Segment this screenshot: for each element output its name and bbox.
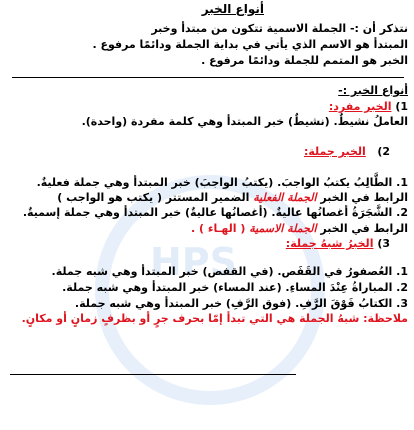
intro-line-1: نتذكر أن :- الجملة الاسمية تتكون من مبتدأ وخبر	[151, 22, 408, 35]
sentence-link-1	[57, 191, 408, 205]
sentence-heading	[304, 145, 390, 159]
watermark-logo-text: HPS	[150, 240, 238, 284]
sentence-num: 2)	[377, 145, 390, 158]
sentence-link-1-b: الجملة الفعلية	[253, 191, 317, 204]
sentence-link-2	[191, 222, 408, 236]
sentence-link-1-a: الرابط في الخبر	[316, 191, 408, 204]
intro-line-3: الخبر هو المتمم للجملة ودائمًا مرفوع .	[201, 54, 408, 67]
page-title: أنواع الخبر	[201, 2, 264, 16]
single-num: 1)	[395, 100, 408, 113]
bottom-rule	[10, 374, 296, 375]
phrase-example-1: 1. العُصفورُ في القَفَص. (في القفص) خبر المبتدأ وهي شبه جملة.	[51, 265, 408, 278]
phrase-example-3: 3. الكتابُ فَوْقَ الرَّفِ. (فوق الرَّفِ) خبر المبتدأ وهي شبه جملة.	[74, 297, 408, 310]
phrase-heading	[286, 237, 390, 251]
sentence-link-2-c: ( الهـاء ) .	[191, 222, 250, 235]
sentence-example-1: 1. الطَّالِبُ يكتبُ الواجبَ. (يكتبُ الواجبَ) خبر المبتدأ وهي جملة فعليةٌ.	[36, 176, 408, 189]
sentence-link-2-b: الجملة الاسمية	[249, 222, 317, 235]
phrase-example-2: 2. المباراةُ عِنْدَ المساءِ. (عند المساء) خبر المبتدأ وهي شبه جملة.	[62, 281, 408, 294]
single-example: العاملُ نشيطٌ. (نشيطٌ) خبر المبتدأ وهي كلمة مفردة (واحدة).	[81, 115, 408, 128]
phrase-num: 3)	[377, 237, 390, 250]
intro-line-2: المبتدأ هو الاسم الذي يأتي في بداية الجملة ودائمًا مرفوع .	[92, 38, 408, 51]
divider-line	[12, 77, 404, 78]
sentence-label: الخبر جملة:	[303, 145, 366, 158]
single-label: الخبر مفرد:	[328, 100, 392, 113]
phrase-note: ملاحظة: شبهُ الجملة هي التي تبدأ إمّا بحرف جرٍ أو بظرفٍ زمانٍ أو مكانٍ.	[21, 312, 408, 325]
sentence-link-1-c: الضمير المستتر ( يكتب هو الواجب )	[57, 191, 254, 204]
single-heading	[329, 100, 408, 114]
types-heading: أنواع الخبر :-	[338, 84, 408, 97]
phrase-label: الخبرُ شبهُ جملة:	[285, 237, 374, 250]
sentence-link-2-a: الرابط في الخبر	[316, 222, 408, 235]
sentence-example-2: 2. الشَّجَرَةُ أغصانُها عاليةٌ. (أغصانُها عاليةٌ) خبر المبتدأ وهي جملة إسميةٌ.	[22, 206, 408, 219]
